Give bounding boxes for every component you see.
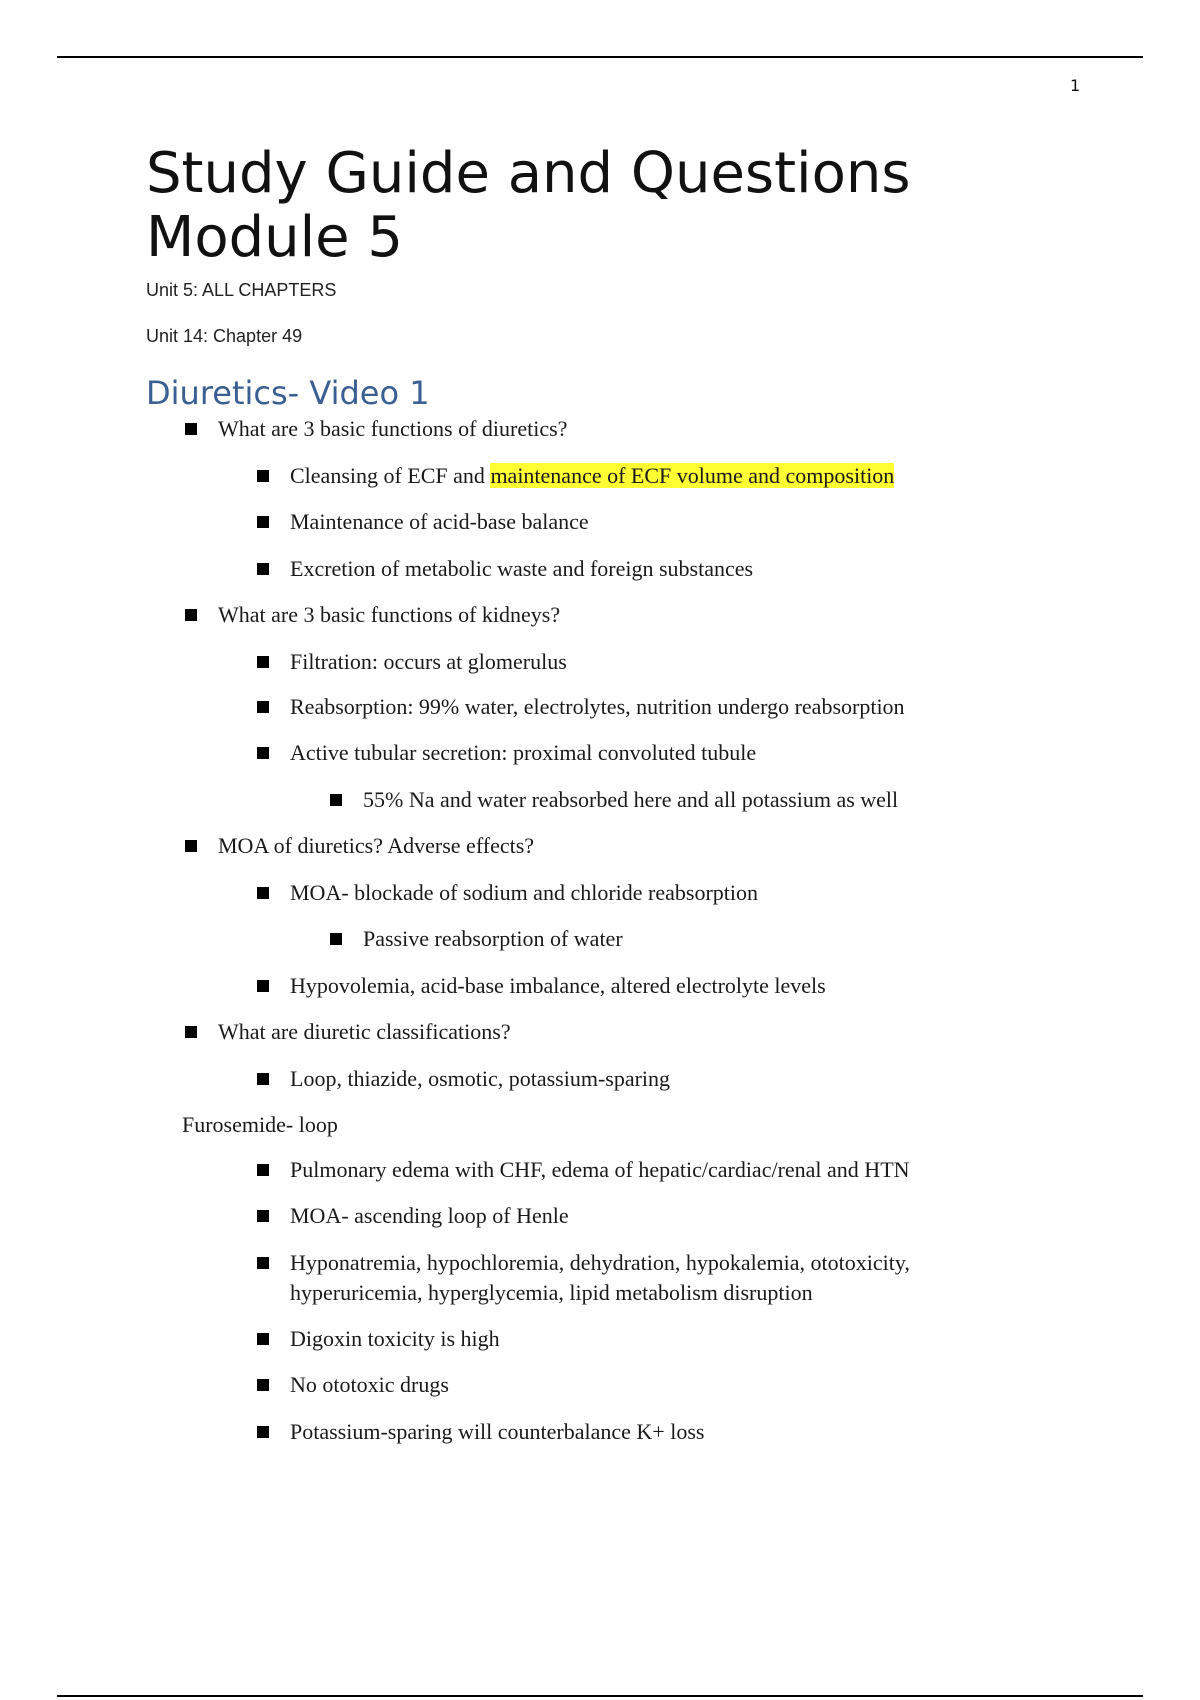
outline-item-line-1: Hyponatremia, hypochloremia, dehydration, hypokalemia, ototoxicity, [290,1250,910,1275]
outline-item: What are diuretic classifications? [218,1019,511,1044]
outline-item: Digoxin toxicity is high [290,1326,500,1351]
page-number: 1 [1070,76,1081,95]
outline-item: MOA of diuretics? Adverse effects? [218,833,535,858]
outline-item: Passive reabsorption of water [363,926,623,951]
outline-item: Active tubular secretion: proximal convoluted tubule [290,740,757,765]
outline-item: What are 3 basic functions of diuretics? [218,416,568,441]
bullet-square-icon [257,470,269,482]
outline-item: Hypovolemia, acid-base imbalance, altered electrolyte levels [290,973,826,998]
outline-item [290,1248,910,1308]
title-line-1: Study Guide and Questions [146,141,911,206]
drug-heading: Furosemide- loop [182,1112,338,1137]
outline-item: MOA- blockade of sodium and chloride reabsorption [290,880,758,905]
bullet-square-icon [257,1210,269,1222]
bullet-square-icon [257,1379,269,1391]
bullet-square-icon [257,656,269,668]
outline-item-line-2: hyperuricemia, hyperglycemia, lipid metabolism disruption [290,1280,813,1305]
bullet-square-icon [185,609,197,621]
bullet-square-icon [257,1073,269,1085]
bullet-square-icon [257,1164,269,1176]
unit-line-2: Unit 14: Chapter 49 [146,326,303,346]
section-heading: Diuretics- Video 1 [146,374,430,412]
title-line-2: Module 5 [146,205,404,270]
bullet-square-icon [257,887,269,899]
outline-item: Loop, thiazide, osmotic, potassium-sparing [290,1066,671,1091]
outline-item: Excretion of metabolic waste and foreign substances [290,556,754,581]
bullet-square-icon [185,840,197,852]
outline-item: What are 3 basic functions of kidneys? [218,602,561,627]
outline-item: Maintenance of acid-base balance [290,509,589,534]
bullet-square-icon [330,933,342,945]
outline-item: No ototoxic drugs [290,1372,449,1397]
footer-rule [57,1695,1143,1697]
bullet-square-icon [257,563,269,575]
bullet-square-icon [257,1257,269,1269]
bullet-square-icon [257,980,269,992]
outline-item: Filtration: occurs at glomerulus [290,649,567,674]
bullet-square-icon [257,516,269,528]
outline-item: Reabsorption: 99% water, electrolytes, nutrition undergo reabsorption [290,694,905,719]
outline-item: Potassium-sparing will counterbalance K+ loss [290,1419,705,1444]
outline-item: 55% Na and water reabsorbed here and all potassium as well [363,787,899,812]
bullet-square-icon [257,701,269,713]
unit-line-1: Unit 5: ALL CHAPTERS [146,280,337,300]
bullet-square-icon [330,794,342,806]
bullet-square-icon [257,747,269,759]
document-title [146,142,911,270]
header-rule [57,56,1143,58]
bullet-square-icon [185,1026,197,1038]
highlighted-text: maintenance of ECF volume and composition [490,463,895,488]
outline-item-text: Cleansing of ECF and [290,463,491,488]
outline-item: MOA- ascending loop of Henle [290,1203,569,1228]
bullet-square-icon [257,1426,269,1438]
bullet-square-icon [257,1333,269,1345]
outline-item [290,461,894,491]
outline-item: Pulmonary edema with CHF, edema of hepatic/cardiac/renal and HTN [290,1157,910,1182]
bullet-square-icon [185,423,197,435]
